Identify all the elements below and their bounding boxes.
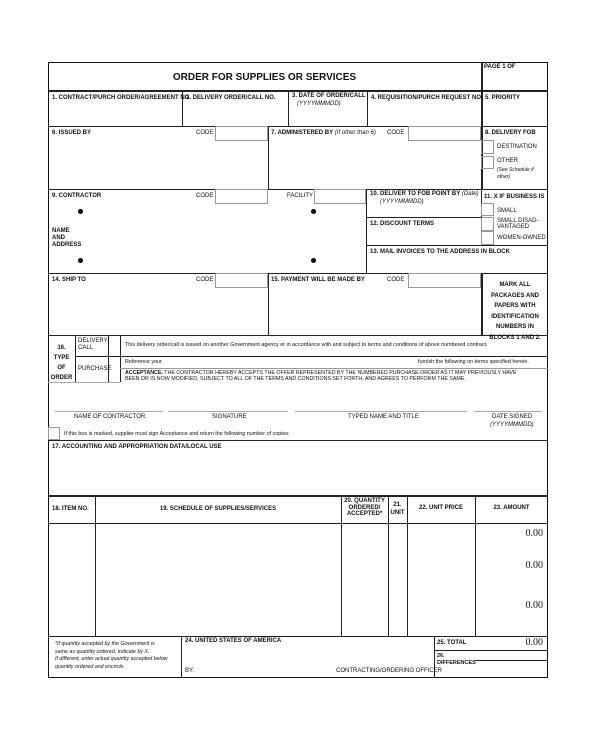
typed-name-line[interactable] [295, 411, 467, 412]
code-field[interactable] [215, 273, 268, 288]
amount-value: 0.00 [525, 528, 543, 539]
block-16-label: 16. TYPE OF ORDER [50, 345, 73, 381]
divider [366, 217, 481, 218]
facility-label: FACILITY [287, 193, 314, 199]
bullet-icon [311, 209, 316, 214]
signature-label: SIGNATURE [212, 414, 247, 420]
divider [268, 126, 269, 189]
block-9-label: 9. CONTRACTOR [52, 193, 102, 199]
divider [75, 356, 548, 357]
mark-packages-note: MARK ALL PACKAGES AND PAPERS WITH IDENTIFICATION NUMBERS IN BLOCKS 1 AND 2. [489, 282, 541, 341]
women-owned-label: WOMEN-OWNED [497, 235, 546, 241]
block-12-label: 12. DISCOUNT TERMS [370, 221, 435, 227]
form-title: ORDER FOR SUPPLIES OR SERVICES [172, 72, 357, 83]
furnish-text: furnish the following on terms specified herein. [418, 359, 529, 365]
block-10-label: 10. DELIVER TO FOB POINT BY [370, 191, 461, 197]
quantity-header: 20. QUANTITY ORDERED/ ACCEPTED* [344, 498, 385, 517]
divider [48, 523, 548, 524]
code-field[interactable] [408, 273, 481, 288]
address-label: ADDRESS [52, 242, 82, 248]
amount-value: 0.00 [525, 560, 543, 571]
divider [268, 273, 269, 335]
divider [48, 189, 548, 190]
other-checkbox[interactable] [481, 156, 494, 169]
page-label: PAGE 1 OF [484, 64, 516, 70]
divider [288, 90, 289, 126]
amount-header: 23. AMOUNT [493, 505, 530, 511]
block-3-label: 3. DATE OF ORDER/CALL [292, 93, 366, 99]
amount-value: 0.00 [525, 600, 543, 611]
typed-name-label: TYPED NAME AND TITLE [348, 414, 419, 420]
small-disadvantaged-label: SMALL DISAD- VANTAGED [497, 218, 539, 230]
code-label: CODE [196, 193, 214, 199]
divider [120, 335, 121, 382]
divider [48, 90, 548, 92]
block-1-label: 1. CONTRACT/PURCH ORDER/AGREEMENT NO. [52, 95, 192, 101]
divider [48, 495, 548, 497]
divider [366, 245, 548, 246]
signature-line[interactable] [168, 411, 288, 412]
divider [481, 62, 483, 189]
block-4-label: 4. REQUISITION/PURCH REQUEST NO. [371, 95, 483, 101]
destination-label: DESTINATION [497, 144, 537, 150]
code-field[interactable] [215, 126, 268, 141]
date-signed-line[interactable] [474, 411, 542, 412]
code-label: CODE [196, 277, 214, 283]
item-no-header: 18. ITEM NO. [52, 506, 89, 512]
block-13-label: 13. MAIL INVOICES TO THE ADDRESS IN BLOCK [370, 249, 510, 255]
block-8-label: 8. DELIVERY FOB [485, 130, 536, 136]
code-label: CODE [196, 130, 214, 136]
bullet-icon [78, 209, 83, 214]
divider [407, 495, 408, 636]
small-disadvantaged-checkbox[interactable] [481, 217, 494, 231]
bullet-icon [78, 258, 83, 263]
by-label: BY: [185, 668, 195, 674]
code-label: CODE [387, 130, 405, 136]
code-field[interactable] [215, 189, 268, 204]
delivery-call-label: DELIVERY/ CALL [78, 338, 110, 351]
divider [367, 90, 368, 126]
block-17-label: 17. ACCOUNTING AND APPROPRIATION DATA/LOCAL USE [52, 444, 222, 450]
total-label: 25. TOTAL [437, 640, 467, 646]
divider [475, 660, 548, 661]
unit-header: 21. UNIT [390, 502, 405, 516]
copies-text: If this box is marked, supplier must sign Acceptance and return the following number of copies: [64, 431, 290, 437]
delivery-order-text: This delivery order/call is issued on another Government agency or in accordance with and subject to terms and conditions of above numbered contract. [125, 342, 488, 348]
acceptance-text: ACCEPTANCE. THE CONTRACTOR HEREBY ACCEPTS THE OFFER REPRESENTED BY THE NUMBERED PURCHASE ORDER AS IT MAY PREVIOUSLY HAVE BEEN OR IS NOW MODIFIED, SUBJECT TO ALL OF THE TERMS AND CONDITIONS SET FORTH, AND AGREES TO PERFORM THE SAME. [125, 370, 517, 382]
date-signed-label: DATE SIGNED [492, 414, 533, 420]
divider [366, 189, 367, 273]
divider [475, 495, 476, 636]
divider [48, 440, 548, 441]
name-label: NAME [52, 228, 70, 234]
differences-label: 26. DIFFERENCES [437, 653, 476, 666]
divider [48, 335, 548, 336]
purchase-checkbox[interactable] [108, 356, 120, 382]
divider [95, 495, 96, 636]
code-field[interactable] [408, 126, 481, 141]
small-label: SMALL [497, 208, 517, 214]
date-format: (YYYYMMMDD) [297, 101, 341, 107]
copies-checkbox[interactable] [48, 427, 60, 440]
block-6-label: 6. ISSUED BY [52, 130, 92, 136]
schedule-header: 19. SCHEDULE OF SUPPLIES/SERVICES [159, 506, 277, 512]
total-value: 0.00 [525, 637, 543, 648]
block-11-label: 11. X IF BUSINESS IS [484, 194, 545, 200]
and-label: AND [52, 235, 65, 241]
block-10-note: (Date) [461, 191, 479, 197]
divider [434, 650, 548, 651]
divider [48, 636, 548, 637]
block-24-label: 24. UNITED STATES OF AMERICA [185, 638, 282, 644]
women-owned-checkbox[interactable] [481, 231, 494, 245]
small-checkbox[interactable] [481, 203, 494, 216]
reference-label: Reference your [125, 359, 162, 365]
block-5-label: 5. PRIORITY [485, 95, 521, 101]
block-2-label: 2. DELIVERY ORDER/CALL NO. [186, 95, 276, 101]
purchase-label: PURCHASE [78, 366, 112, 372]
other-note: (See Schedule if other) [497, 167, 534, 180]
divider [120, 368, 548, 369]
block-7-note: (If other than 6) [334, 130, 376, 136]
date-format: (YYYYMMMDD) [490, 422, 534, 428]
divider [75, 335, 76, 382]
delivery-call-checkbox[interactable] [108, 335, 120, 356]
quantity-note: *If quantity accepted by the Government is same as quantity ordered, indicate by X. If different, enter actual quantity accepted below quantity ordered and encircle. [55, 641, 168, 670]
block-14-label: 14. SHIP TO [52, 277, 86, 283]
block-15-label: 15. PAYMENT WILL BE MADE BY [271, 277, 365, 283]
divider [181, 636, 182, 678]
officer-label: CONTRACTING/ORDERING OFFICER [336, 668, 442, 674]
bullet-icon [311, 258, 316, 263]
destination-checkbox[interactable] [481, 140, 494, 154]
contractor-name-label: NAME OF CONTRACTOR [74, 414, 146, 420]
unit-price-header: 22. UNIT PRICE [418, 505, 463, 511]
date-format: (YYYYMMMDD) [380, 199, 424, 205]
block-7-label: 7. ADMINISTERED BY [271, 130, 334, 136]
contractor-name-line[interactable] [55, 411, 163, 412]
code-label: CODE [387, 277, 405, 283]
other-label: OTHER [497, 158, 518, 164]
facility-field[interactable] [314, 189, 366, 204]
